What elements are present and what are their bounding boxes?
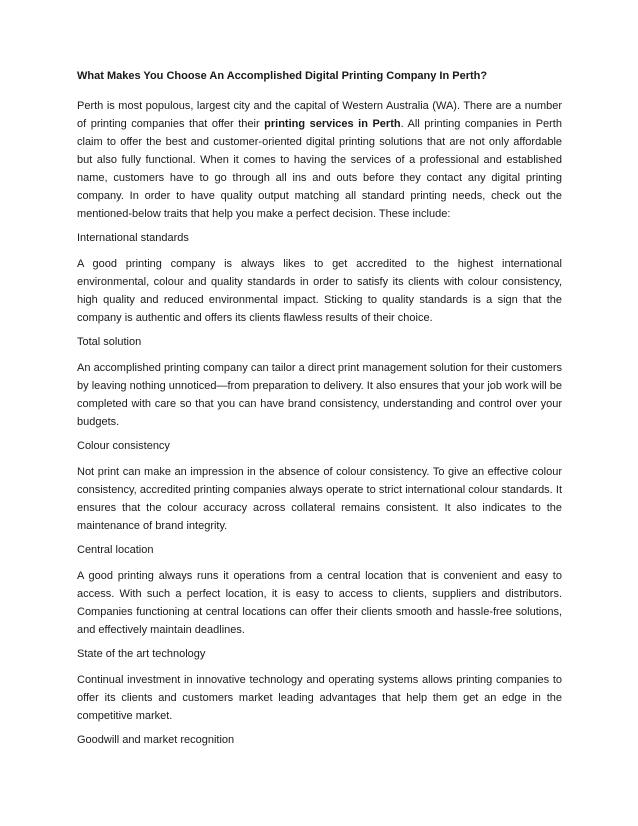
section-heading-colour-consistency: Colour consistency xyxy=(77,440,170,452)
section-body-colour-consistency: Not print can make an impression in the absence of colour consistency. To give an effective colour consistency, accredited printing companies always operate to strict international colour standards. It ensures that the colour accuracy across collateral remains consistent. It also indicates to the maintenance of brand integrity. xyxy=(77,466,562,532)
section-heading-state-of-the-art-technology: State of the art technology xyxy=(77,648,206,660)
section-heading-total-solution: Total solution xyxy=(77,336,142,348)
section-heading-central-location: Central location xyxy=(77,544,154,556)
section-heading-goodwill-and-market-recognition: Goodwill and market recognition xyxy=(77,734,235,746)
intro-text-after: . All printing companies in Perth claim to offer the best and customer-oriented digital printing solutions that are not only affordable but also fully functional. When it comes to having the services of a professional and established name, customers have to go through all ins and outs before they contact any digital printing company. In order to have quality output matching all standard printing needs, check out the mentioned-below traits that help you make a perfect decision. These include: xyxy=(77,118,562,220)
document-page xyxy=(77,68,562,757)
section-body-central-location: A good printing always runs it operations from a central location that is convenient and easy to access. With such a perfect location, it is easy to access to clients, suppliers and distributors. Companies functioning at central locations can offer their clients smooth and hassle-free solutions, and effectively maintain deadlines. xyxy=(77,570,562,636)
intro-paragraph xyxy=(77,97,562,223)
section-body-international-standards: A good printing company is always likes to get accredited to the highest international environmental, colour and quality standards in order to satisfy its clients with colour consistency, high quality and reduced environmental impact. Sticking to quality standards is a sign that the company is authentic and offers its clients flawless results of their choice. xyxy=(77,258,562,324)
document-title: What Makes You Choose An Accomplished Digital Printing Company In Perth? xyxy=(77,70,488,82)
section-heading-international-standards: International standards xyxy=(77,232,189,244)
section-body-total-solution: An accomplished printing company can tailor a direct print management solution for their customers by leaving nothing unnoticed—from preparation to delivery. It also ensures that your job work will be completed with care so that you can have brand consistency, understanding and control over your budgets. xyxy=(77,362,562,428)
intro-bold-link-text: printing services in Perth xyxy=(264,118,401,130)
intro-text-before: Perth is most populous, largest city and the capital of Western Australia (WA). There are a number of printing companies that offer their xyxy=(77,100,562,130)
section-body-state-of-the-art-technology: Continual investment in innovative technology and operating systems allows printing companies to offer its clients and customers market leading advantages that help them get an edge in the competitive market. xyxy=(77,674,562,722)
